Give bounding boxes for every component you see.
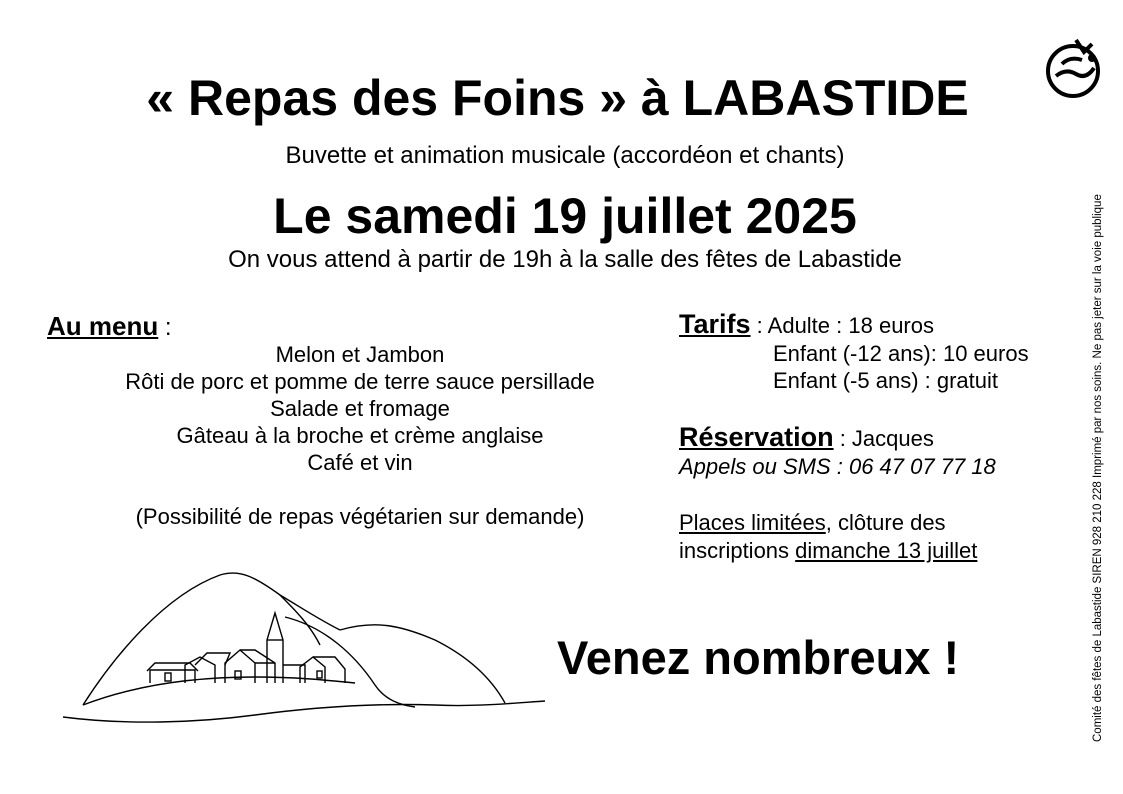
reservation-contact: : Jacques [833, 426, 934, 451]
side-legal-text: Comité des fêtes de Labastide SIREN 928 210 228 Imprimé par nos soins. Ne pas jeter sur la voie publique [1092, 194, 1104, 742]
event-title: « Repas des Foins » à LABASTIDE [146, 70, 969, 126]
event-arrival: On vous attend à partir de 19h à la salle des fêtes de Labastide [228, 246, 902, 273]
menu-heading-label: Au menu [47, 311, 159, 341]
village-illustration [55, 565, 555, 730]
menu-heading [47, 311, 172, 343]
places-text2: inscriptions [679, 537, 796, 563]
reservation-block [679, 424, 996, 480]
slogan: Venez nombreux ! [557, 631, 960, 684]
event-subtitle: Buvette et animation musicale (accordéon et chants) [285, 142, 845, 169]
places-limited: Places limitées [679, 510, 826, 535]
tarif-child: Enfant (-12 ans): 10 euros [773, 340, 1029, 366]
menu-item: Café et vin [307, 450, 413, 475]
comite-logo-icon [1042, 38, 1106, 102]
menu-item: Salade et fromage [270, 396, 450, 421]
menu-heading-suffix: : [158, 314, 172, 341]
vegetarian-note: (Possibilité de repas végétarien sur demande) [135, 504, 585, 529]
menu-item: Rôti de porc et pomme de terre sauce persillade [125, 369, 595, 394]
places-deadline: dimanche 13 juillet [795, 537, 978, 563]
menu-list [60, 341, 660, 476]
places-text1: , clôture des [825, 510, 946, 535]
places-block [679, 509, 977, 564]
reservation-phone: Appels ou SMS : 06 47 07 77 18 [679, 453, 996, 479]
tarifs-block [679, 311, 1029, 395]
tarifs-heading: Tarifs [679, 309, 751, 339]
reservation-heading: Réservation [679, 422, 834, 452]
tarif-adult: : Adulte : 18 euros [750, 313, 934, 338]
menu-item: Gâteau à la broche et crème anglaise [176, 423, 544, 448]
menu-item: Melon et Jambon [275, 342, 445, 367]
tarif-small-child: Enfant (-5 ans) : gratuit [773, 368, 998, 393]
event-date: Le samedi 19 juillet 2025 [273, 188, 857, 244]
